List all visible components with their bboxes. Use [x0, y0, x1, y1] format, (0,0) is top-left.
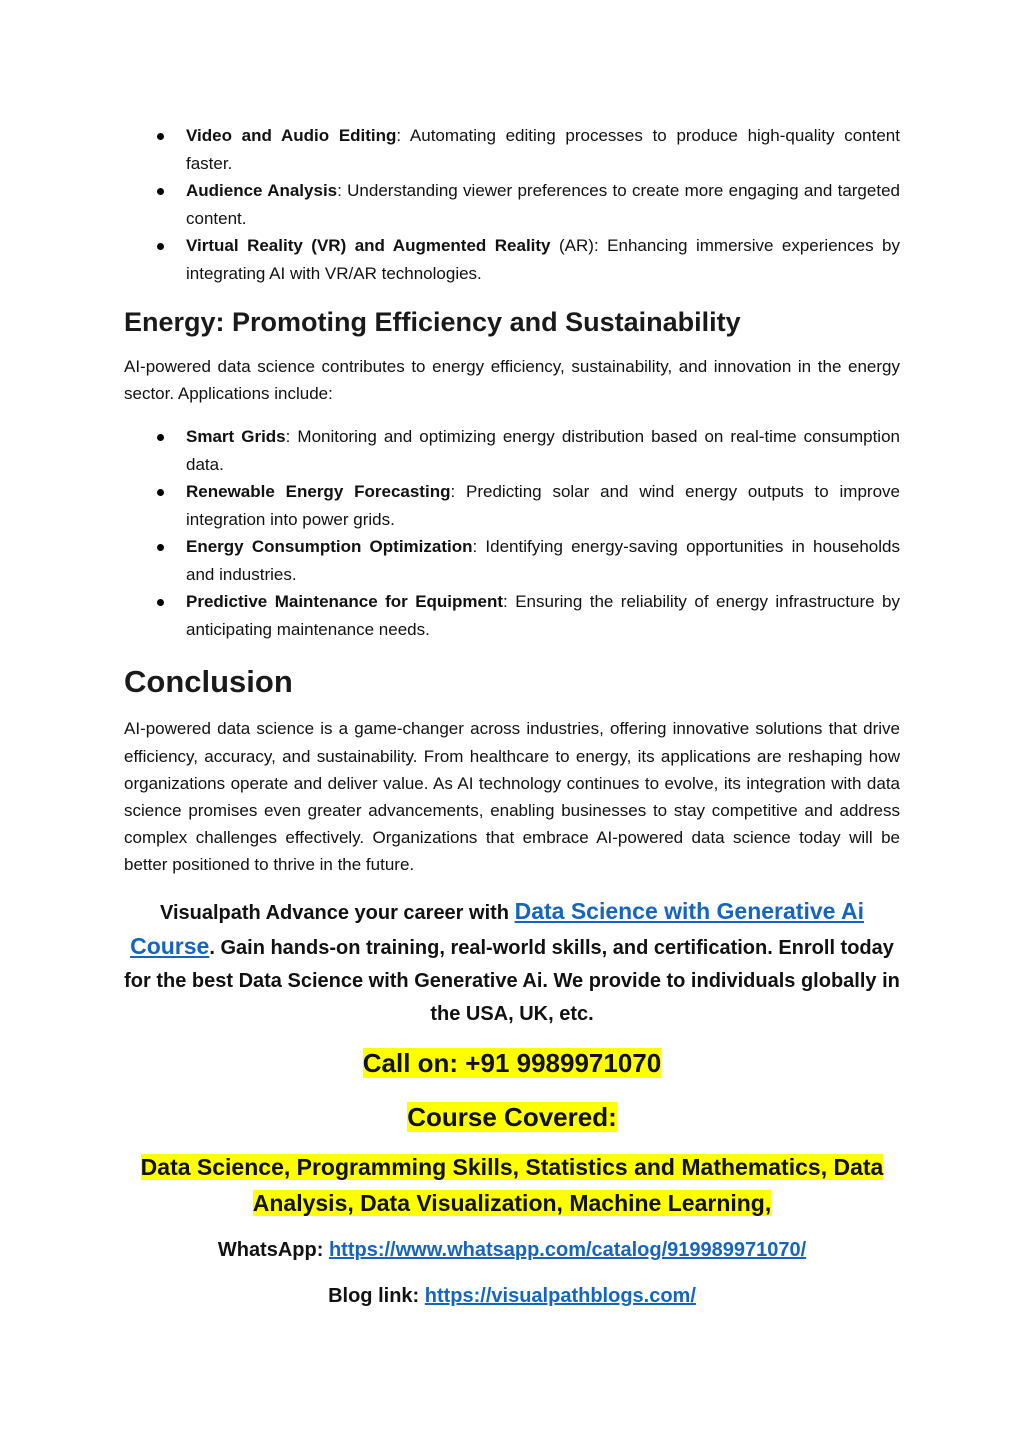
bullet-term: Renewable Energy Forecasting	[186, 482, 451, 502]
bullet-icon	[157, 243, 164, 250]
bullet-text: : Automating editing processes to produce high-quality content faster.	[186, 126, 900, 173]
course-covered-line	[124, 1099, 900, 1135]
topics-line	[124, 1149, 900, 1221]
bullet-text: (AR): Enhancing immersive experiences by integrating AI with VR/AR technologies.	[186, 236, 900, 283]
topics-text: Data Science, Programming Skills, Statistics and Mathematics, Data Analysis, Data Visualization, Machine Learning,	[140, 1153, 884, 1216]
blog-line	[124, 1281, 900, 1311]
bullet-text: : Identifying energy-saving opportunities in households and industries.	[186, 537, 900, 584]
course-covered-text: Course Covered:	[407, 1101, 617, 1132]
list-item	[124, 122, 900, 177]
bullet-term: Energy Consumption Optimization	[186, 537, 473, 557]
energy-bullet-list	[124, 423, 900, 643]
bullet-icon	[157, 489, 164, 496]
bullet-term: Smart Grids	[186, 427, 286, 447]
list-item	[124, 478, 900, 533]
bullet-text: : Understanding viewer preferences to create more engaging and targeted content.	[186, 181, 900, 228]
call-text: Call on: +91 9989971070	[362, 1047, 662, 1078]
promo-tail: . Gain hands-on training, real-world skills, and certification. Enroll today for the best Data Science with Generative Ai. We provide to individuals globally in the USA, UK, etc.	[124, 936, 900, 1025]
document-page	[124, 122, 900, 1311]
list-item	[124, 423, 900, 478]
bullet-term: Predictive Maintenance for Equipment	[186, 592, 504, 612]
bullet-text: : Predicting solar and wind energy outputs to improve integration into power grids.	[186, 482, 900, 529]
conclusion-heading: Conclusion	[124, 664, 293, 700]
bullet-text: : Monitoring and optimizing energy distribution based on real-time consumption data.	[186, 427, 900, 474]
list-item	[124, 533, 900, 588]
bullet-icon	[157, 434, 164, 441]
conclusion-text: AI-powered data science is a game-changer across industries, offering innovative solutions that drive efficiency, accuracy, and sustainability. From healthcare to energy, its applications are reshaping how organizations operate and deliver value. As AI technology continues to evolve, its integration with data science promises even greater advancements, enabling businesses to stay competitive and address complex challenges effectively. Organizations that embrace AI-powered data science today will be better positioned to thrive in the future.	[124, 719, 900, 875]
bullet-icon	[157, 133, 164, 140]
blog-link[interactable]: https://visualpathblogs.com/	[424, 1284, 696, 1307]
promo-lead: Visualpath Advance your career with	[160, 901, 515, 924]
energy-heading: Energy: Promoting Efficiency and Sustainability	[124, 307, 741, 337]
bullet-term: Audience Analysis	[186, 181, 338, 200]
list-item	[124, 588, 900, 643]
whatsapp-label: WhatsApp:	[217, 1238, 329, 1261]
bullet-text: : Ensuring the reliability of energy infrastructure by anticipating maintenance needs.	[186, 592, 900, 639]
promo-paragraph	[124, 895, 900, 1031]
bullet-term: Virtual Reality (VR) and Augmented Reality	[186, 236, 551, 255]
blog-label: Blog link:	[328, 1284, 425, 1307]
whatsapp-link[interactable]: https://www.whatsapp.com/catalog/919989971070/	[328, 1238, 807, 1261]
call-line	[124, 1045, 900, 1081]
bullet-term: Video and Audio Editing	[186, 126, 397, 145]
media-bullet-list	[124, 122, 900, 287]
bullet-icon	[157, 188, 164, 195]
bullet-icon	[157, 599, 164, 606]
whatsapp-line	[124, 1235, 900, 1265]
list-item	[124, 232, 900, 287]
list-item	[124, 177, 900, 232]
bullet-icon	[157, 544, 164, 551]
course-link[interactable]: Data Science with Generative Ai Course	[130, 897, 864, 959]
energy-intro: AI-powered data science contributes to energy efficiency, sustainability, and innovation in the energy sector. Applications include:	[124, 357, 900, 404]
